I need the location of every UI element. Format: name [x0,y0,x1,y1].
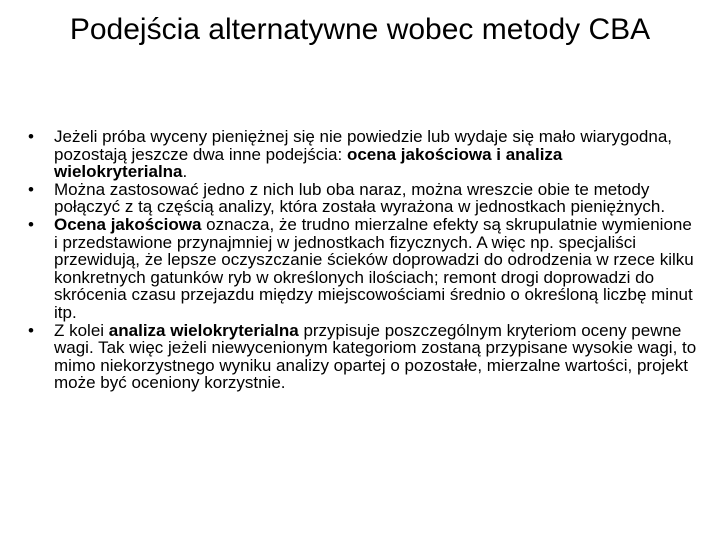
bullet-text: Z kolei [54,320,109,340]
bullet-text: przypisuje poszczególnym kryteriom oceny pewne wagi. Tak więc jeżeli niewycenionym kategoriom zostaną przypisane wysokie wagi, to mimo niekorzystnego wyniku analizy opartej o pozostałe, mierzalne wartości, projekt może być oceniony korzystnie. [54,320,697,393]
bullet-bold-text: ocena jakościowa i analiza wielokryterialna [54,144,563,182]
bullet-bold-text: Ocena jakościowa [54,214,202,234]
slide-title: Podejścia alternatywne wobec metody CBA [69,13,651,46]
bullet-dot-icon [28,181,54,199]
bullet-text: Można zastosować jedno z nich lub oba naraz, można wreszcie obie te metody połączyć z tą częścią analizy, która została wyrażona w jednostkach pieniężnych. [54,179,666,217]
bullet-text: oznacza, że trudno mierzalne efekty są skrupulatnie wymienione i przedstawione przynajmniej w jednostkach fizycznych. A więc np. specjaliści przewidują, że lepsze oczyszczanie ścieków doprowadzi do odrodzenia w rzece kilku konkretnych gatunków ryb w określonych ilościach; remont drogi doprowadzi do skrócenia czasu przejazdu między miejscowościami średnio o określoną liczbę minut itp. [54,214,694,322]
bullet-text: . [182,162,188,182]
bullet-item [28,322,698,392]
bullet-dot-icon [28,216,54,234]
bullet-item [28,216,698,322]
bullet-item [28,128,698,181]
bullet-item [28,181,698,216]
bullet-dot-icon [28,322,54,340]
bullet-bold-text: analiza wielokryterialna [108,320,299,340]
bullet-text: Jeżeli próba wyceny pieniężnej się nie powiedzie lub wydaje się mało wiarygodna, pozostają jeszcze dwa inne podejścia: [54,127,673,164]
bullet-list [28,128,698,392]
bullet-dot-icon [28,128,54,146]
